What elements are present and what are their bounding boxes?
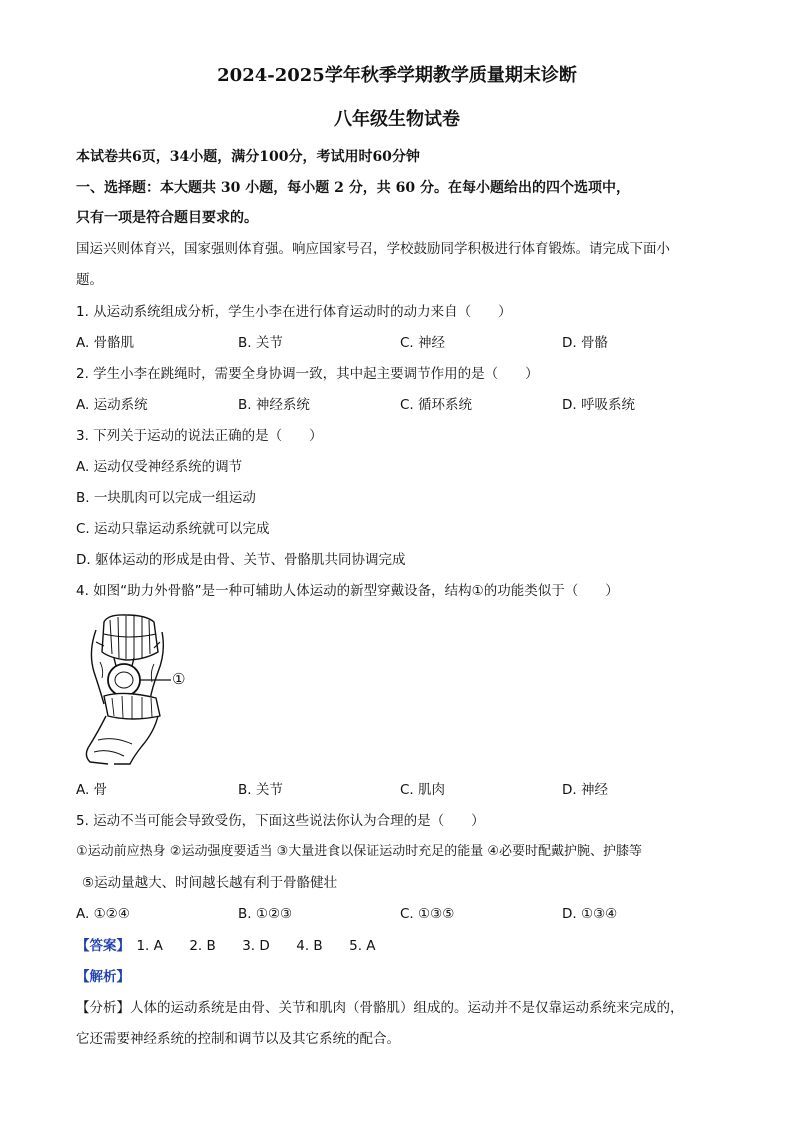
answer-item-1: 1. A	[136, 938, 163, 954]
answer-label: 【答案】	[76, 938, 130, 954]
analysis-sub-label: 【分析】	[76, 1000, 130, 1016]
question-3-stem: 3. 下列关于运动的说法正确的是（ ）	[76, 428, 323, 444]
answer-item-5: 5. A	[349, 938, 376, 954]
q5-option-b: B. ①②③	[238, 906, 293, 922]
q5-statements-line1: ①运动前应热身 ②运动强度要适当 ③大量进食以保证运动时充足的能量 ④必要时配戴护腕、护膝等	[76, 844, 643, 859]
figure-label-1: ①	[172, 670, 186, 688]
q3-option-c: C. 运动只靠运动系统就可以完成	[76, 521, 270, 537]
analysis-line1	[76, 999, 684, 1017]
q2-option-a: A. 运动系统	[76, 397, 148, 413]
q4-option-c: C. 肌肉	[400, 782, 446, 798]
answer-item-2: 2. B	[189, 938, 216, 954]
question-2-stem: 2. 学生小李在跳绳时，需要全身协调一致，其中起主要调节作用的是（ ）	[76, 366, 539, 382]
section-heading-line1: 一、选择题：本大题共 30 小题，每小题 2 分，共 60 分。在每小题给出的四个选项中，	[76, 180, 630, 196]
q3-option-a: A. 运动仅受神经系统的调节	[76, 459, 243, 475]
q4-option-d: D. 神经	[562, 782, 608, 798]
intro-line1: 国运兴则体育兴，国家强则体育强。响应国家号召，学校鼓励同学积极进行体育锻炼。请完成下面小	[76, 241, 670, 257]
q5-option-c: C. ①③⑤	[400, 906, 455, 922]
question-5-stem: 5. 运动不当可能会导致受伤，下面这些说法你认为合理的是（ ）	[76, 813, 485, 829]
exam-subtitle: 八年级生物试卷	[334, 109, 460, 130]
q1-option-c: C. 神经	[400, 335, 446, 351]
answer-item-4: 4. B	[296, 938, 323, 954]
exam-title: 2024-2025学年秋季学期教学质量期末诊断	[217, 65, 577, 86]
intro-line2: 题。	[76, 272, 103, 288]
q2-option-b: B. 神经系统	[238, 397, 310, 413]
q2-option-d: D. 呼吸系统	[562, 397, 635, 413]
q5-option-d: D. ①③④	[562, 906, 618, 922]
q1-option-b: B. 关节	[238, 335, 283, 351]
q1-option-d: D. 骨骼	[562, 335, 608, 351]
q3-option-d: D. 躯体运动的形成是由骨、关节、骨骼肌共同协调完成	[76, 552, 406, 568]
exoskeleton-figure	[74, 612, 194, 767]
q5-option-a: A. ①②④	[76, 906, 130, 922]
section-heading-line2: 只有一项是符合题目要求的。	[76, 210, 258, 226]
q4-option-b: B. 关节	[238, 782, 283, 798]
q4-option-a: A. 骨	[76, 782, 108, 798]
analysis-label: 【解析】	[76, 969, 130, 985]
q1-option-a: A. 骨骼肌	[76, 335, 135, 351]
answer-row	[76, 937, 376, 955]
analysis-text-1: 人体的运动系统是由骨、关节和肌肉（骨骼肌）组成的。运动并不是仅靠运动系统来完成的，	[130, 1000, 684, 1016]
q5-statements-line2: ⑤运动量越大、时间越长越有利于骨骼健壮	[82, 875, 338, 891]
analysis-line2: 它还需要神经系统的控制和调节以及其它系统的配合。	[76, 1031, 400, 1047]
question-4-stem: 4. 如图“助力外骨骼”是一种可辅助人体运动的新型穿戴设备，结构①的功能类似于（ ）	[76, 583, 619, 599]
exam-info: 本试卷共6页，34小题，满分100分，考试用时60分钟	[76, 149, 420, 165]
q2-option-c: C. 循环系统	[400, 397, 473, 413]
exoskeleton-drawing	[74, 612, 194, 767]
answer-item-3: 3. D	[242, 938, 270, 954]
q3-option-b: B. 一块肌肉可以完成一组运动	[76, 490, 256, 506]
question-1-stem: 1. 从运动系统组成分析，学生小李在进行体育运动时的动力来自（ ）	[76, 304, 512, 320]
